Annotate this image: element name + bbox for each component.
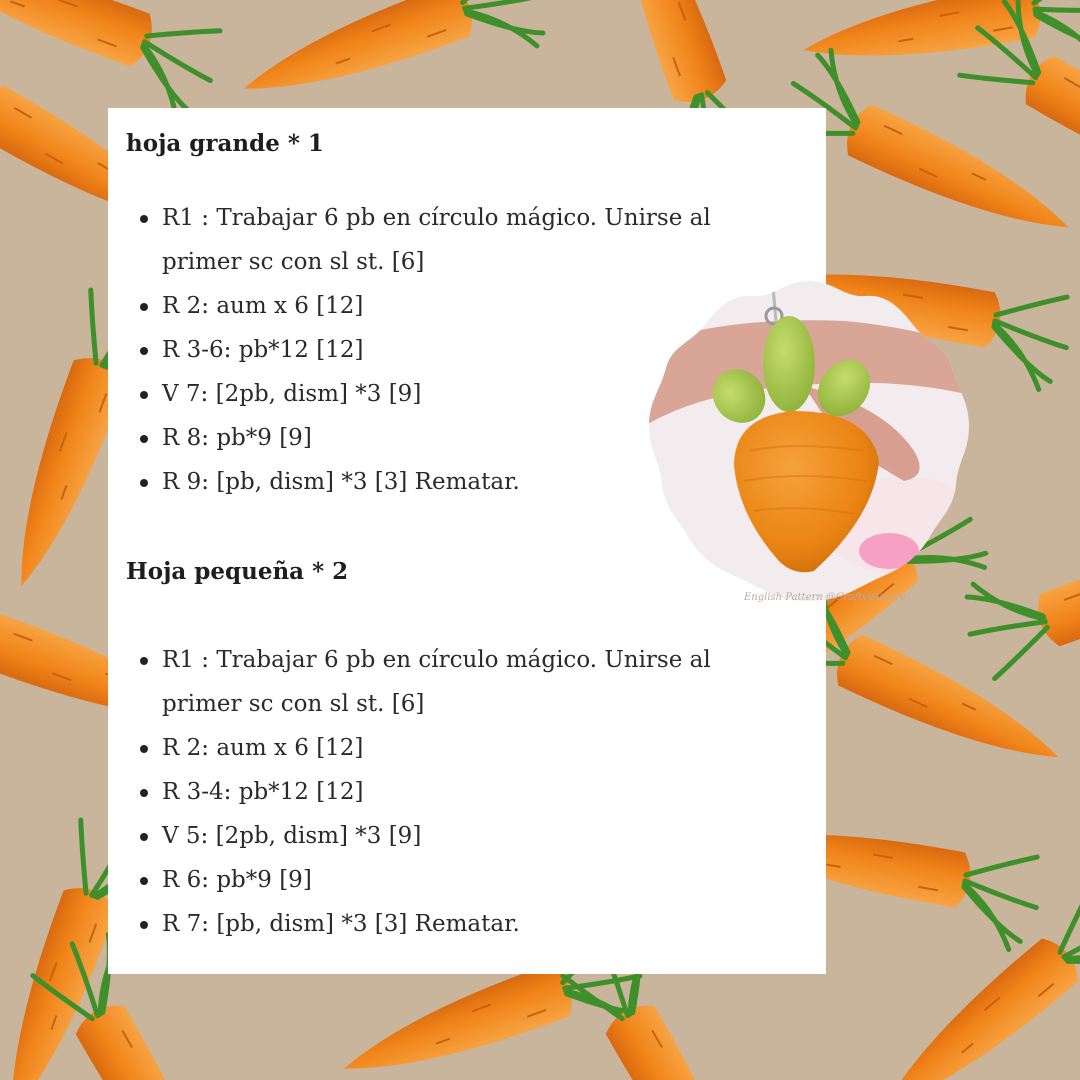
crochet-carrot-photo — [644, 276, 974, 606]
step-item: V 7: [2pb, dism] *3 [9] — [126, 372, 762, 416]
step-item: R1 : Trabajar 6 pb en círculo mágico. Unirse al primer sc con sl st. [6] — [126, 638, 762, 726]
step-item: R1 : Trabajar 6 pb en círculo mágico. Unirse al primer sc con sl st. [6] — [126, 196, 762, 284]
photo-watermark: English Pattern @CraftsyAmore — [744, 592, 907, 603]
steps-list-hoja-pequena — [126, 638, 762, 946]
step-item: R 2: aum x 6 [12] — [126, 726, 762, 770]
step-item: R 3-4: pb*12 [12] — [126, 770, 762, 814]
section-title-hoja-pequena: Hoja pequeña * 2 — [126, 558, 349, 585]
step-item: R 9: [pb, dism] *3 [3] Rematar. — [126, 460, 762, 504]
crochet-carrot-image — [644, 276, 974, 606]
step-item: R 8: pb*9 [9] — [126, 416, 762, 460]
step-item: R 7: [pb, dism] *3 [3] Rematar. — [126, 902, 762, 946]
step-item: V 5: [2pb, dism] *3 [9] — [126, 814, 762, 858]
step-item: R 2: aum x 6 [12] — [126, 284, 762, 328]
step-item: R 6: pb*9 [9] — [126, 858, 762, 902]
step-item: R 3-6: pb*12 [12] — [126, 328, 762, 372]
section-title-hoja-grande: hoja grande * 1 — [126, 130, 324, 157]
